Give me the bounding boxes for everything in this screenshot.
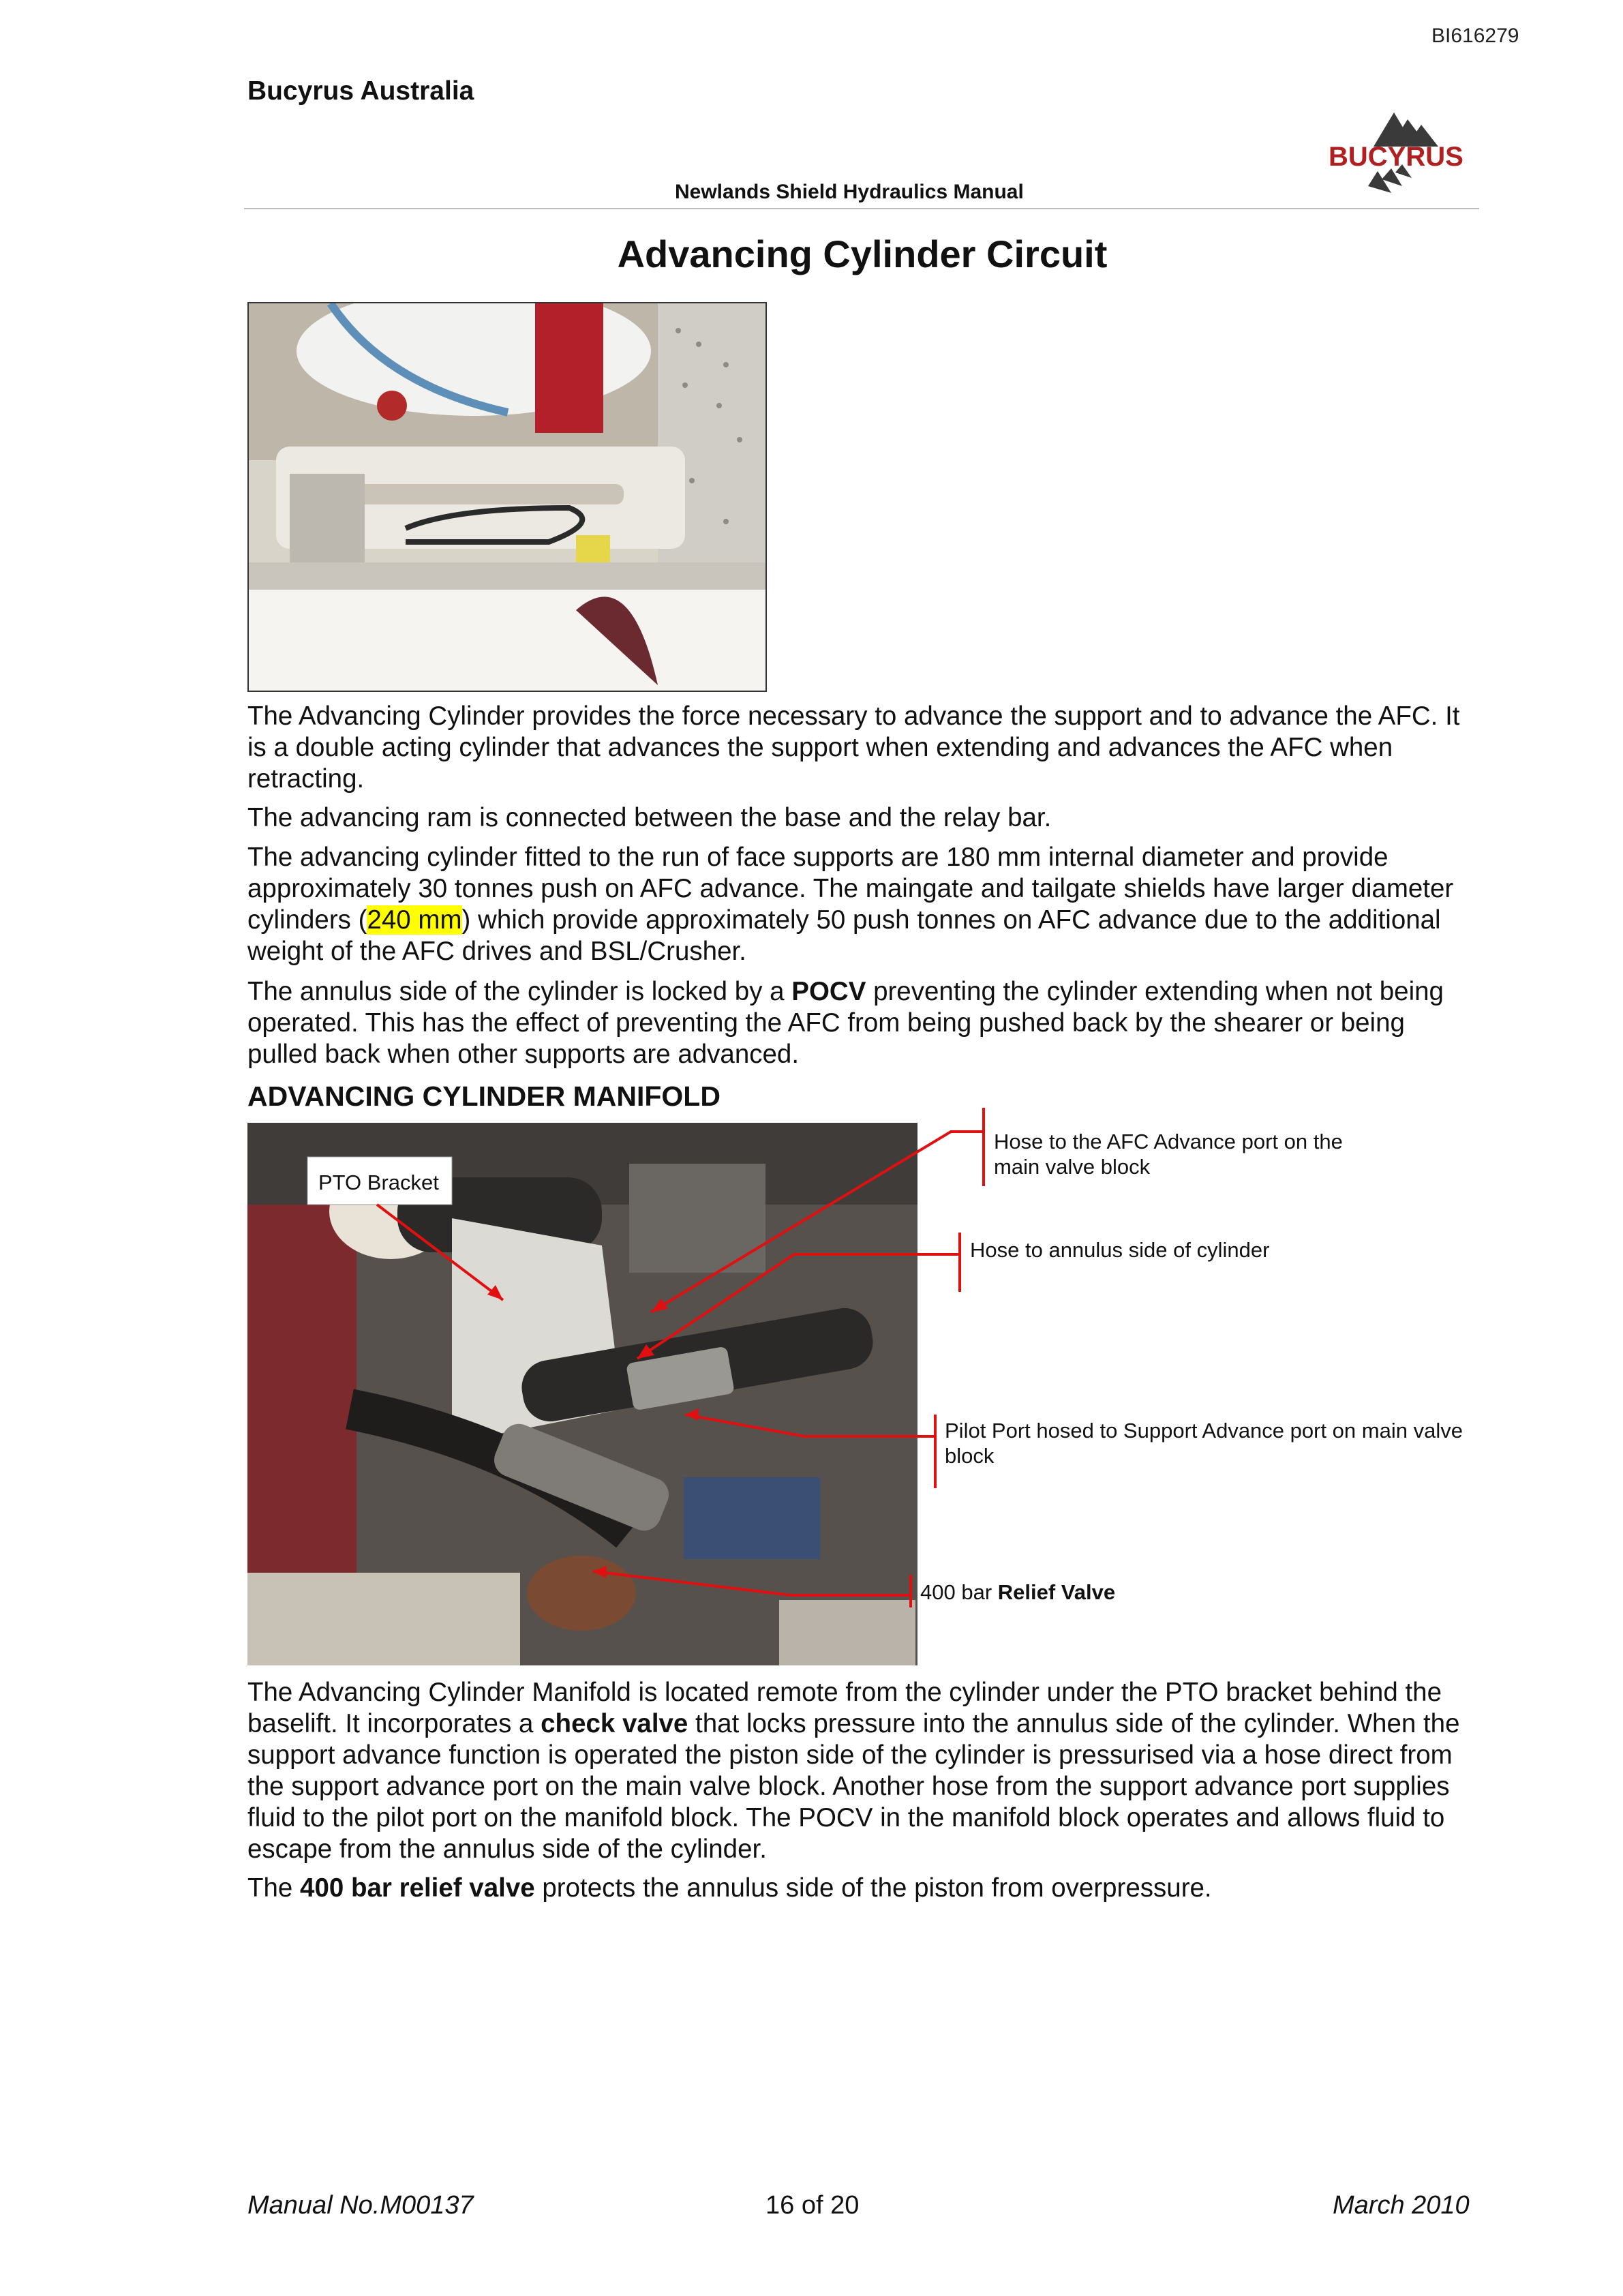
- afc-hose-callout: Hose to the AFC Advance port on the main valve block: [994, 1130, 1343, 1179]
- footer-date: March 2010: [1333, 2191, 1470, 2220]
- manifold-paragraph-2: The 400 bar relief valve protects the annulus side of the piston from overpressure.: [247, 1873, 1212, 1903]
- intro-paragraph-4: The annulus side of the cylinder is locked by a POCV preventing the cylinder extending when not being operated. This has the effect of preventing the AFC from being pushed back by the shearer or being pulled back when other supports are advanced.: [247, 977, 1444, 1069]
- advancing-cylinder-photo: [247, 302, 767, 692]
- intro-paragraph-3: The advancing cylinder fitted to the run of face supports are 180 mm internal diameter and provide approximately 30 tonnes push on AFC advance. The maingate and tailgate shields have larger diameter cylinders (240 mm) which provide approximately 50 push tonnes on AFC advance due to the additional weight of the AFC drives and BSL/Crusher.: [247, 843, 1454, 966]
- page-title: Advancing Cylinder Circuit: [617, 232, 1108, 275]
- intro-paragraph-2: The advancing ram is connected between the base and the relay bar.: [247, 803, 1052, 832]
- relief-valve-callout: 400 bar Relief Valve: [920, 1580, 1116, 1604]
- footer-page-number: 16 of 20: [765, 2191, 860, 2220]
- company-name: Bucyrus Australia: [247, 76, 474, 106]
- footer-manual-number: Manual No.M00137: [247, 2191, 474, 2220]
- manual-title: Newlands Shield Hydraulics Manual: [675, 181, 1024, 203]
- header-divider: [244, 208, 1479, 209]
- logo-text: BUCYRUS: [1329, 142, 1463, 172]
- pto-bracket-label: PTO Bracket: [318, 1170, 439, 1194]
- bucyrus-logo: [1326, 106, 1479, 201]
- document-id: BI616279: [1431, 25, 1519, 47]
- pilot-port-callout: Pilot Port hosed to Support Advance port on main valve block: [945, 1419, 1463, 1468]
- manifold-photo: [247, 1123, 917, 1665]
- highlighted-diameter: 240 mm: [367, 905, 462, 935]
- manifold-paragraph-1: The Advancing Cylinder Manifold is located remote from the cylinder under the PTO bracket behind the baselift. It incorporates a check valve that locks pressure into the annulus side of the cylinder. When the support advance function is operated the piston side of the cylinder is pressurised via a hose direct from the support advance port on the main valve block. Another hose from the support advance port supplies fluid to the pilot port on the manifold block. The POCV in the manifold block operates and allows fluid to escape from the annulus side of the cylinder.: [247, 1678, 1460, 1864]
- section-heading: ADVANCING CYLINDER MANIFOLD: [247, 1081, 721, 1112]
- annulus-hose-callout: Hose to annulus side of cylinder: [970, 1238, 1270, 1262]
- intro-paragraph-1: The Advancing Cylinder provides the force necessary to advance the support and to advance the AFC. It is a double acting cylinder that advances the support when extending and advances the AFC when retracting.: [247, 701, 1460, 794]
